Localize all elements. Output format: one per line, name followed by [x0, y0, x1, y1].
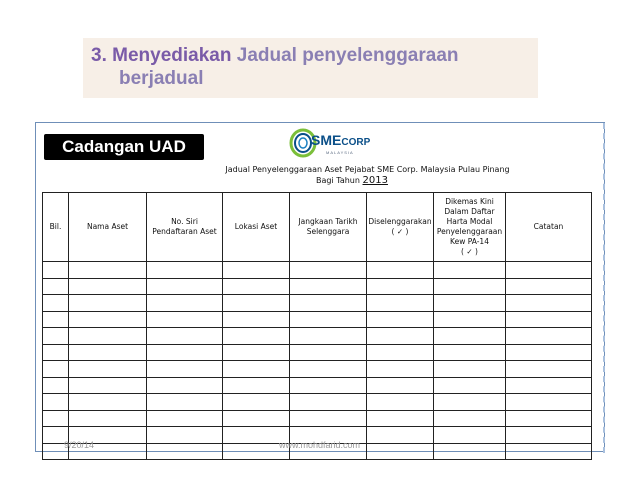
table-cell[interactable]: [506, 278, 592, 295]
maintenance-table: [42, 192, 592, 460]
column-header: [434, 193, 506, 262]
table-cell[interactable]: [367, 262, 434, 279]
table-cell[interactable]: [506, 344, 592, 361]
table-cell[interactable]: [69, 344, 147, 361]
title-number: 3.: [91, 45, 107, 66]
document-year: 2013: [362, 175, 388, 186]
footer-date: 9/20/14: [64, 440, 95, 450]
table-cell[interactable]: [367, 344, 434, 361]
table-cell[interactable]: [506, 262, 592, 279]
cadangan-badge: Cadangan UAD: [44, 134, 204, 160]
column-header-line: Pendaftaran Aset: [152, 227, 217, 236]
table-cell[interactable]: [43, 394, 69, 411]
column-header: [223, 193, 290, 262]
table-cell[interactable]: [223, 295, 290, 312]
column-header-line: Harta Modal: [446, 217, 493, 226]
column-header-line: ( ✓ ): [391, 227, 409, 236]
column-header-line: Bil.: [49, 222, 62, 231]
column-header-line: No. Siri: [171, 217, 198, 226]
column-header: [147, 193, 223, 262]
table-cell[interactable]: [147, 377, 223, 394]
table-cell[interactable]: [367, 394, 434, 411]
title-word: Menyediakan: [112, 45, 232, 66]
column-header: [367, 193, 434, 262]
table-row: [43, 278, 592, 295]
table-cell[interactable]: [290, 394, 367, 411]
table-cell[interactable]: [147, 328, 223, 345]
logo-main: SME: [311, 132, 342, 148]
table-cell[interactable]: [506, 394, 592, 411]
footer-url: www.mohdfarid.com: [279, 440, 361, 450]
table-row: [43, 410, 592, 427]
table-cell[interactable]: [367, 443, 434, 460]
document-subtitle: [40, 175, 600, 186]
table-row: [43, 394, 592, 411]
column-header-line: Penyelenggaraan: [436, 227, 503, 236]
table-cell[interactable]: [290, 262, 367, 279]
table-cell[interactable]: [506, 410, 592, 427]
column-header: [290, 193, 367, 262]
title-rest: Jadual penyelenggaraan: [236, 45, 459, 66]
table-row: [43, 311, 592, 328]
table-cell[interactable]: [69, 377, 147, 394]
column-header-line: Lokasi Aset: [234, 222, 278, 231]
table-cell[interactable]: [367, 328, 434, 345]
table-row: [43, 377, 592, 394]
table-cell[interactable]: [223, 328, 290, 345]
table-cell[interactable]: [434, 344, 506, 361]
table-cell[interactable]: [147, 262, 223, 279]
table-cell[interactable]: [290, 328, 367, 345]
table-cell[interactable]: [290, 410, 367, 427]
frame-dashed-edge: [603, 123, 605, 453]
table-cell[interactable]: [69, 328, 147, 345]
table-cell[interactable]: [147, 361, 223, 378]
table-cell[interactable]: [43, 262, 69, 279]
table-cell[interactable]: [69, 262, 147, 279]
table-cell[interactable]: [506, 311, 592, 328]
table-cell[interactable]: [147, 427, 223, 444]
column-header-line: Catatan: [533, 222, 564, 231]
table-cell[interactable]: [69, 361, 147, 378]
table-cell[interactable]: [290, 377, 367, 394]
column-header-line: Diselenggarakan: [368, 217, 432, 226]
logo-subtitle: MALAYSIA: [326, 150, 354, 155]
table-cell[interactable]: [434, 262, 506, 279]
table-cell[interactable]: [434, 361, 506, 378]
table-cell[interactable]: [223, 394, 290, 411]
table-row: [43, 262, 592, 279]
logo-suffix: CORP: [341, 137, 371, 148]
table-cell[interactable]: [434, 328, 506, 345]
table-cell[interactable]: [43, 295, 69, 312]
table-cell[interactable]: [69, 295, 147, 312]
column-header-line: Nama Aset: [86, 222, 129, 231]
document-title: Jadual Penyelenggaraan Aset Pejabat SME Corp. Malaysia Pulau Pinang: [225, 165, 510, 174]
table-cell[interactable]: [69, 278, 147, 295]
table-row: [43, 361, 592, 378]
table-cell[interactable]: [290, 295, 367, 312]
table-cell[interactable]: [434, 278, 506, 295]
table-cell[interactable]: [69, 394, 147, 411]
table-header-row: [43, 193, 592, 262]
column-header: [43, 193, 69, 262]
slide-title-line1: [91, 44, 530, 67]
table-cell[interactable]: [434, 394, 506, 411]
table-cell[interactable]: [434, 443, 506, 460]
table-cell[interactable]: [367, 295, 434, 312]
table-row: [43, 328, 592, 345]
logo-wordmark: [311, 132, 370, 148]
table-cell[interactable]: [147, 295, 223, 312]
table-row: [43, 344, 592, 361]
table-cell[interactable]: [506, 427, 592, 444]
table-cell[interactable]: [223, 344, 290, 361]
table-cell[interactable]: [290, 311, 367, 328]
table-cell[interactable]: [434, 377, 506, 394]
table-cell[interactable]: [223, 278, 290, 295]
table-cell[interactable]: [290, 344, 367, 361]
table-cell[interactable]: [223, 377, 290, 394]
table-cell[interactable]: [223, 361, 290, 378]
column-header-line: Jangkaan Tarikh: [298, 217, 358, 226]
table-cell[interactable]: [43, 344, 69, 361]
table-cell[interactable]: [69, 311, 147, 328]
table-cell[interactable]: [43, 278, 69, 295]
column-header: [506, 193, 592, 262]
column-header: [69, 193, 147, 262]
table-cell[interactable]: [43, 361, 69, 378]
table-cell[interactable]: [434, 295, 506, 312]
table-cell[interactable]: [147, 410, 223, 427]
column-header-line: Dikemas Kini: [445, 197, 494, 206]
document-year-prefix: Bagi Tahun: [316, 176, 360, 185]
table-cell[interactable]: [290, 278, 367, 295]
table-cell[interactable]: [147, 394, 223, 411]
table-cell[interactable]: [434, 410, 506, 427]
table-cell[interactable]: [223, 311, 290, 328]
table-cell[interactable]: [367, 410, 434, 427]
column-header-line: ( ✓ ): [461, 247, 478, 256]
table-cell[interactable]: [43, 311, 69, 328]
column-header-line: Kew PA-14: [450, 237, 489, 246]
column-header-line: Dalam Daftar: [444, 207, 495, 216]
table-cell[interactable]: [367, 377, 434, 394]
table-cell[interactable]: [506, 377, 592, 394]
table-cell[interactable]: [367, 361, 434, 378]
table-cell[interactable]: [434, 427, 506, 444]
table-cell[interactable]: [506, 295, 592, 312]
table-cell[interactable]: [223, 262, 290, 279]
table-cell[interactable]: [506, 328, 592, 345]
table-cell[interactable]: [43, 328, 69, 345]
table-cell[interactable]: [367, 311, 434, 328]
table-cell[interactable]: [506, 443, 592, 460]
table-cell[interactable]: [367, 278, 434, 295]
table-cell[interactable]: [223, 410, 290, 427]
table-cell[interactable]: [147, 311, 223, 328]
table-cell[interactable]: [290, 361, 367, 378]
table-cell[interactable]: [367, 427, 434, 444]
table-cell[interactable]: [434, 311, 506, 328]
table-cell[interactable]: [506, 361, 592, 378]
table-cell[interactable]: [147, 278, 223, 295]
table-cell[interactable]: [147, 344, 223, 361]
column-header-line: Selenggara: [306, 227, 350, 236]
table-cell[interactable]: [43, 410, 69, 427]
table-cell[interactable]: [69, 410, 147, 427]
slide-title-box: [83, 38, 538, 98]
table-cell[interactable]: [147, 443, 223, 460]
table-cell[interactable]: [43, 377, 69, 394]
table-row: [43, 295, 592, 312]
slide-title-line2: berjadual: [119, 68, 204, 89]
